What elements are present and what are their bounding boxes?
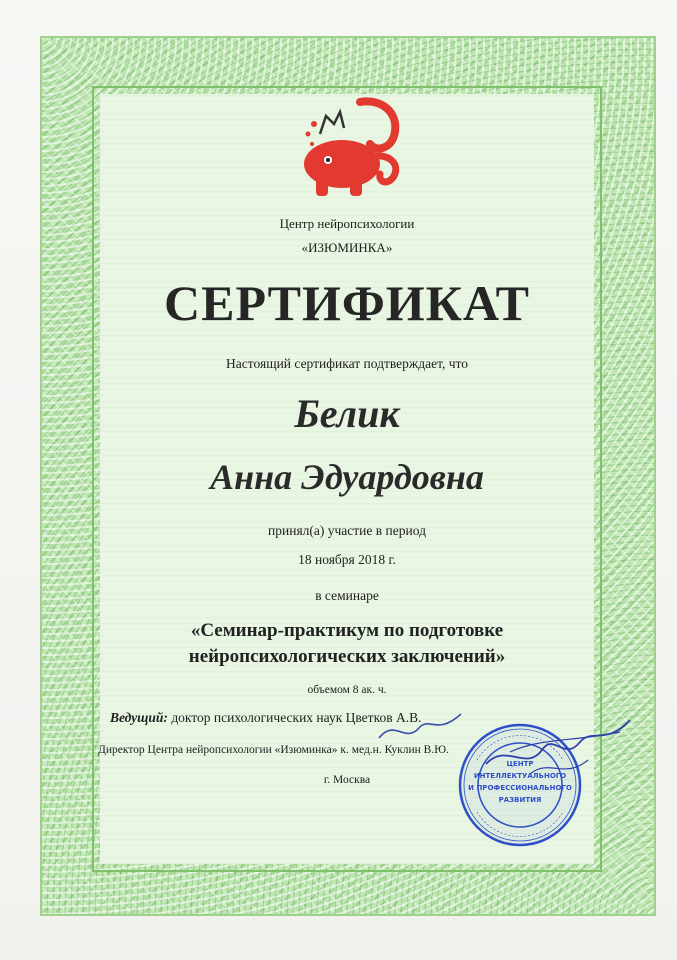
participation-text: принял(а) участие в период	[268, 523, 426, 538]
svg-text:ИНТЕЛЛЕКТУАЛЬНОГО: ИНТЕЛЛЕКТУАЛЬНОГО	[473, 772, 567, 780]
leader-name: доктор психологических наук Цветков А.В.	[167, 710, 422, 725]
certificate-title: СЕРТИФИКАТ	[163, 275, 530, 331]
svg-text:ЦЕНТР: ЦЕНТР	[506, 760, 534, 768]
recipient-given-name: Анна Эдуардовна	[210, 457, 484, 497]
svg-text:И ПРОФЕССИОНАЛЬНОГО: И ПРОФЕССИОНАЛЬНОГО	[468, 784, 572, 792]
raisin-elephant-logo-icon	[290, 94, 410, 204]
svg-text:РАЗВИТИЯ: РАЗВИТИЯ	[498, 796, 542, 804]
seminar-title-line1: «Семинар-практикум по подготовке	[190, 620, 504, 641]
director-signature-icon	[480, 702, 640, 792]
seminar-title-line2: нейропсихологических заключений»	[188, 646, 506, 667]
event-date: 18 ноября 2018 г.	[298, 552, 396, 567]
organization-brand: «ИЗЮМИНКА»	[301, 240, 393, 255]
recipient-surname: Белик	[294, 391, 400, 436]
leader-signature-icon	[375, 708, 465, 748]
seminar-volume: объемом 8 ак. ч.	[307, 684, 387, 696]
city: г. Москва	[323, 774, 371, 786]
leader-label: Ведущий:	[110, 710, 168, 725]
organization-name: Центр нейропсихологии	[279, 216, 415, 231]
seminar-intro: в семинаре	[315, 588, 379, 603]
director-line: Директор Центра нейропсихологии «Изюминка» к. мед.н. Куклин В.Ю.	[98, 744, 449, 756]
intro-text: Настоящий сертификат подтверждает, что	[226, 356, 468, 371]
